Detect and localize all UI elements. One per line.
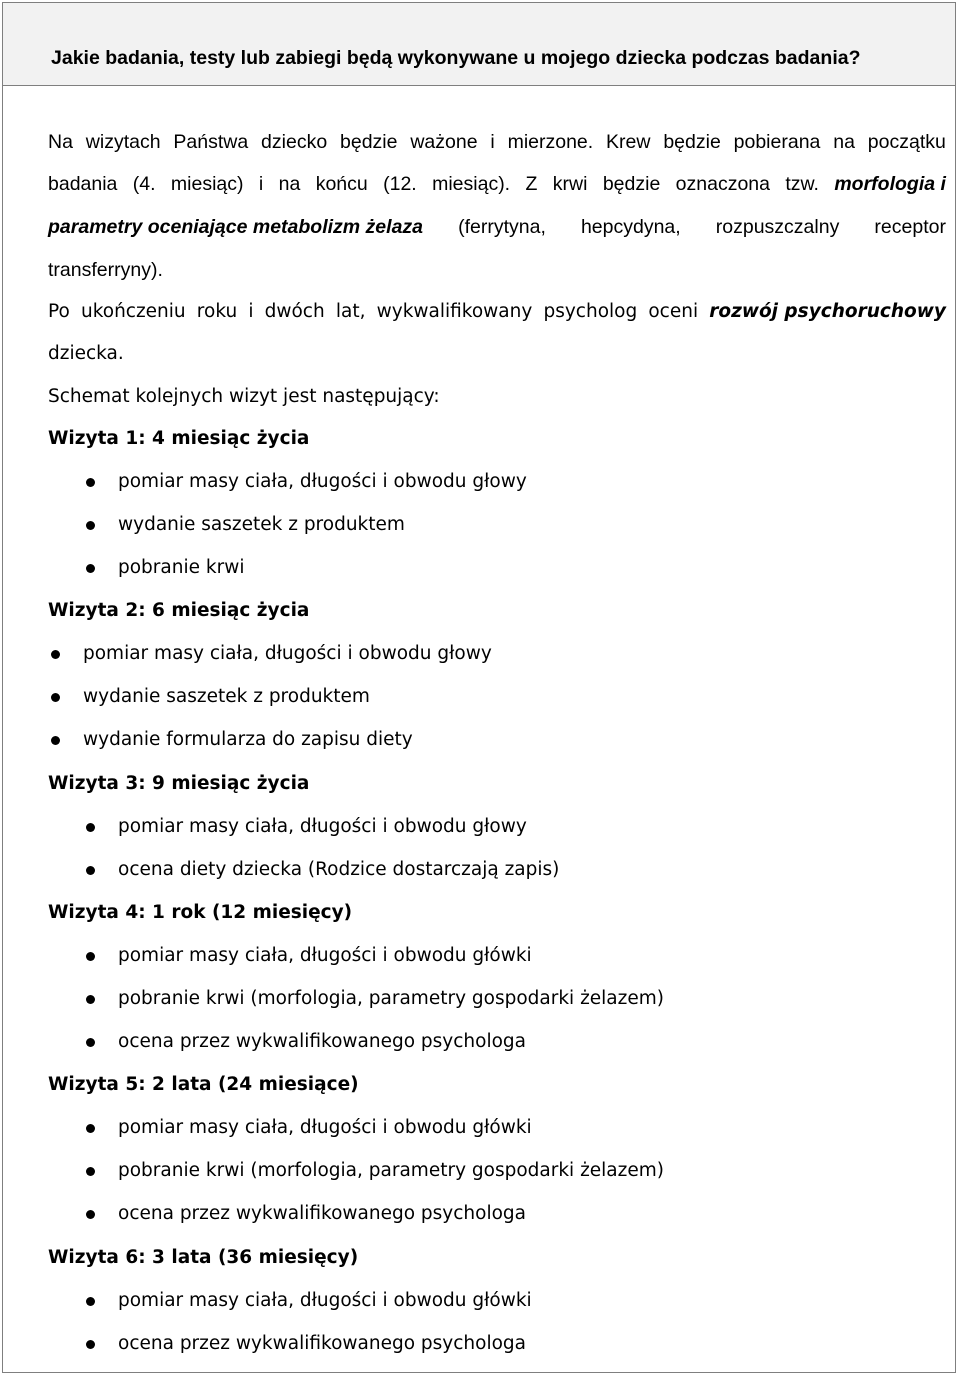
page-title: Jakie badania, testy lub zabiegi będą wykonywane u mojego dziecka podczas badania? bbox=[51, 47, 861, 69]
visit-heading: Wizyta 1: 4 miesiąc życia bbox=[48, 428, 310, 449]
intro-word: Krew bbox=[606, 131, 651, 153]
intro-word: badania bbox=[48, 173, 118, 195]
bullet-icon bbox=[86, 952, 95, 961]
bullet-icon bbox=[86, 995, 95, 1004]
psych-word: ukończeniu bbox=[80, 301, 186, 322]
bullet-icon bbox=[86, 1124, 95, 1133]
visit-item: pomiar masy ciała, długości i obwodu głowy bbox=[83, 643, 492, 664]
intro-paragraph-line-3 bbox=[48, 215, 946, 239]
bullet-icon bbox=[86, 1297, 95, 1306]
visit-item: pomiar masy ciała, długości i obwodu główki bbox=[118, 1290, 532, 1311]
bullet-icon bbox=[51, 693, 60, 702]
intro-word: receptor bbox=[874, 216, 946, 238]
psych-word: psycholog bbox=[543, 301, 638, 322]
intro-word: na bbox=[833, 131, 855, 153]
visit-heading: Wizyta 2: 6 miesiąc życia bbox=[48, 600, 310, 621]
visit-item: pomiar masy ciała, długości i obwodu główki bbox=[118, 945, 532, 966]
intro-word: tzw. bbox=[785, 173, 819, 195]
intro-word: oznaczona bbox=[675, 173, 770, 195]
visit-heading: Wizyta 4: 1 rok (12 miesięcy) bbox=[48, 902, 353, 923]
intro-word: i bbox=[258, 173, 264, 195]
psych-word: i bbox=[248, 301, 254, 322]
psych-word: dwóch bbox=[264, 301, 325, 322]
psych-word: roku bbox=[196, 301, 238, 322]
intro-word: wizytach bbox=[85, 131, 161, 153]
psych-word: oceni bbox=[648, 301, 699, 322]
intro-word: początku bbox=[867, 131, 946, 153]
visit-heading: Wizyta 3: 9 miesiąc życia bbox=[48, 773, 310, 794]
psych-paragraph-line-2: dziecka. bbox=[48, 343, 124, 364]
visit-heading: Wizyta 6: 3 lata (36 miesięcy) bbox=[48, 1247, 359, 1268]
intro-word: (12. bbox=[383, 173, 417, 195]
bullet-icon bbox=[86, 1340, 95, 1349]
intro-paragraph-line-1 bbox=[48, 130, 946, 154]
visit-item: wydanie formularza do zapisu diety bbox=[83, 729, 413, 750]
intro-word: będzie bbox=[340, 131, 398, 153]
bullet-icon bbox=[86, 478, 95, 487]
bullet-icon bbox=[86, 1038, 95, 1047]
bullet-icon bbox=[86, 866, 95, 875]
emphasis-iron-metabolism: parametry oceniające metabolizm żelaza bbox=[48, 216, 424, 238]
visit-item: pomiar masy ciała, długości i obwodu głowy bbox=[118, 471, 527, 492]
intro-word: mierzone. bbox=[507, 131, 594, 153]
intro-word: dziecko bbox=[261, 131, 328, 153]
visit-item: ocena przez wykwalifikowanego psychologa bbox=[118, 1333, 527, 1354]
intro-word: i bbox=[490, 131, 495, 153]
visit-item: pomiar masy ciała, długości i obwodu głowy bbox=[118, 816, 527, 837]
schedule-intro: Schemat kolejnych wizyt jest następujący: bbox=[48, 386, 440, 407]
bullet-icon bbox=[86, 564, 95, 573]
intro-paragraph-line-4: transferryny). bbox=[48, 259, 163, 281]
intro-word: (4. bbox=[132, 173, 156, 195]
visit-item: wydanie saszetek z produktem bbox=[83, 686, 370, 707]
intro-word: Państwa bbox=[173, 131, 249, 153]
visit-heading: Wizyta 5: 2 lata (24 miesiące) bbox=[48, 1074, 359, 1095]
intro-word: miesiąc) bbox=[170, 173, 244, 195]
intro-word: pobierana bbox=[733, 131, 821, 153]
visit-item: pobranie krwi (morfologia, parametry gospodarki żelazem) bbox=[118, 1160, 664, 1181]
emphasis-psychomotor-development: rozwój psychoruchowy bbox=[709, 301, 946, 322]
visit-item: ocena diety dziecka (Rodzice dostarczają zapis) bbox=[118, 859, 560, 880]
psych-word: Po bbox=[48, 301, 70, 322]
intro-word: na bbox=[278, 173, 301, 195]
bullet-icon bbox=[86, 1210, 95, 1219]
intro-paragraph-line-2 bbox=[48, 172, 946, 196]
emphasis-morfologia: morfologia i bbox=[834, 173, 946, 195]
intro-word: Z bbox=[525, 173, 538, 195]
bullet-icon bbox=[51, 650, 60, 659]
psych-word: lat, bbox=[335, 301, 366, 322]
intro-word: ważone bbox=[410, 131, 478, 153]
visit-item: ocena przez wykwalifikowanego psychologa bbox=[118, 1203, 527, 1224]
intro-word: hepcydyna, bbox=[580, 216, 681, 238]
intro-word: Na bbox=[48, 131, 73, 153]
psych-paragraph-line-1 bbox=[48, 300, 946, 324]
visit-item: ocena przez wykwalifikowanego psychologa bbox=[118, 1031, 527, 1052]
visit-item: pomiar masy ciała, długości i obwodu główki bbox=[118, 1117, 532, 1138]
intro-word: będzie bbox=[663, 131, 721, 153]
intro-word: krwi bbox=[552, 173, 588, 195]
visit-item: wydanie saszetek z produktem bbox=[118, 514, 405, 535]
intro-word: rozpuszczalny bbox=[715, 216, 840, 238]
intro-word: będzie bbox=[602, 173, 661, 195]
bullet-icon bbox=[86, 823, 95, 832]
header-bar bbox=[3, 3, 955, 86]
intro-word: (ferrytyna, bbox=[458, 216, 546, 238]
bullet-icon bbox=[86, 1167, 95, 1176]
visit-item: pobranie krwi bbox=[118, 557, 245, 578]
visit-item: pobranie krwi (morfologia, parametry gospodarki żelazem) bbox=[118, 988, 664, 1009]
psych-word: wykwalifikowany bbox=[376, 301, 533, 322]
bullet-icon bbox=[51, 736, 60, 745]
intro-word: końcu bbox=[315, 173, 368, 195]
intro-word: miesiąc). bbox=[432, 173, 511, 195]
bullet-icon bbox=[86, 521, 95, 530]
